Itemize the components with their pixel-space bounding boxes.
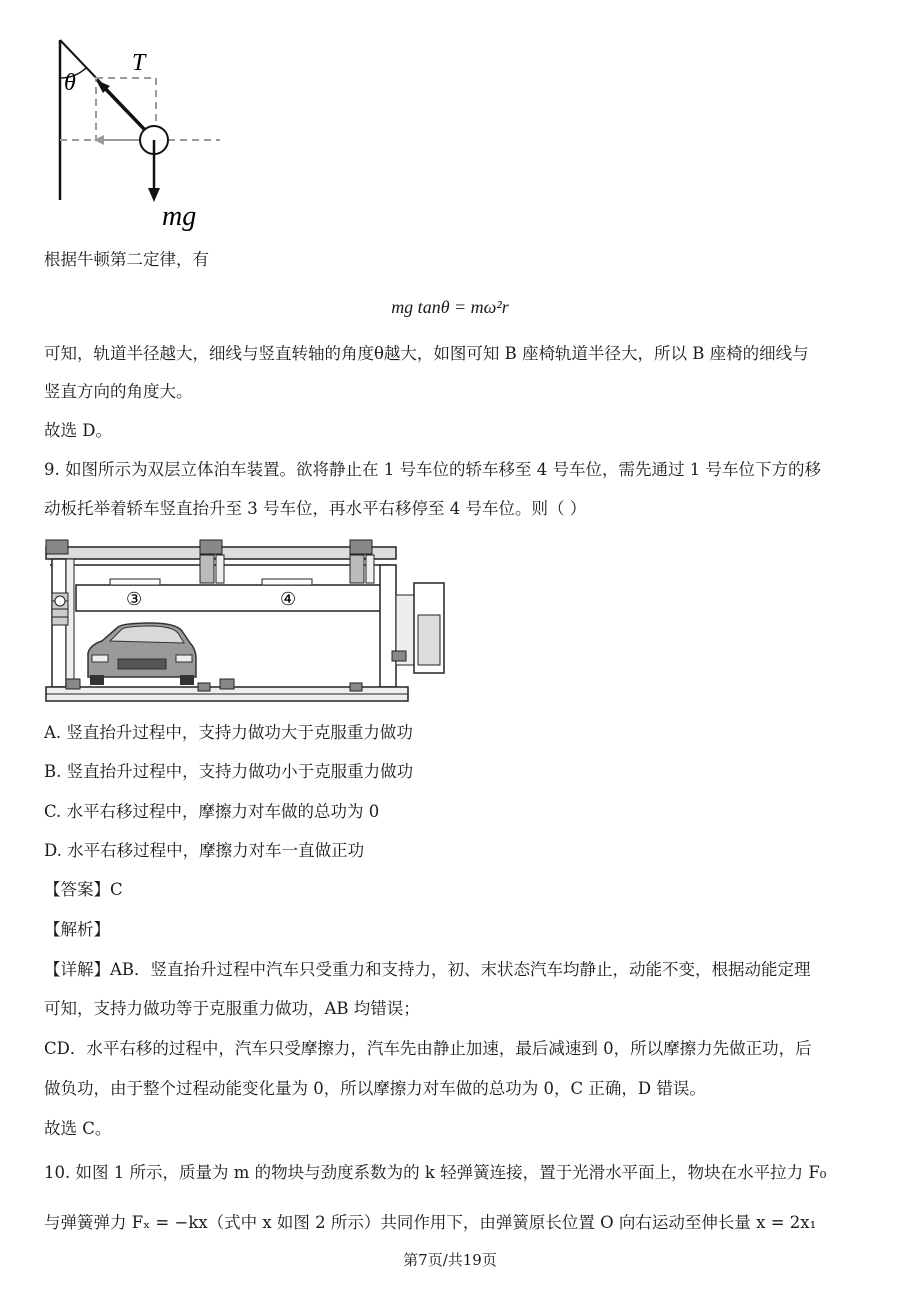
conclusion-line-2: 竖直方向的角度大。 bbox=[44, 382, 193, 401]
analysis-title: 【解析】 bbox=[44, 920, 110, 939]
question-9-stem-1: 9. 如图所示为双层立体泊车装置。欲将静止在 1 号车位的轿车移至 4 号车位，需先通过 1 号车位下方的移 bbox=[44, 460, 821, 479]
answer-line-8: 故选 D。 bbox=[44, 421, 112, 440]
tension-label: T bbox=[132, 50, 146, 76]
question-9-stem-2: 动板托举着轿车竖直抬升至 3 号车位，再水平右移停至 4 号车位。则（ ） bbox=[44, 499, 587, 518]
detail-line-4: 做负功，由于整个过程动能变化量为 0，所以摩擦力对车做的总功为 0，C 正确，D 错误。 bbox=[44, 1079, 706, 1098]
option-d: D. 水平右移过程中，摩擦力对车一直做正功 bbox=[44, 841, 365, 860]
option-a: A. 竖直抬升过程中，支持力做功大于克服重力做功 bbox=[44, 723, 413, 742]
slot-4-label: ④ bbox=[280, 589, 297, 609]
weight-label: mg bbox=[162, 201, 197, 232]
detail-line-1: 【详解】AB．竖直抬升过程中汽车只受重力和支持力，初、末状态汽车均静止，动能不变，根据动能定理 bbox=[44, 960, 811, 979]
option-b: B. 竖直抬升过程中，支持力做功小于克服重力做功 bbox=[44, 762, 414, 781]
conclusion-line-1: 可知，轨道半径越大，细线与竖直转轴的角度θ越大，如图可知 B 座椅轨道半径大，所以 B 座椅的细线与 bbox=[44, 344, 809, 363]
page-footer: 第7页/共19页 bbox=[403, 1251, 497, 1269]
answer-9: 【答案】C bbox=[44, 880, 123, 899]
detail-line-3: CD．水平右移的过程中，汽车只受摩擦力，汽车先由静止加速，最后减速到 0，所以摩擦力先做正功，后 bbox=[44, 1039, 812, 1058]
slot-3-label: ③ bbox=[126, 589, 143, 609]
question-10-line-1: 10. 如图 1 所示，质量为 m 的物块与劲度系数为的 k 轻弹簧连接，置于光滑水平面上，物块在水平拉力 F₀ bbox=[44, 1163, 827, 1182]
parking-device-figure bbox=[40, 535, 450, 705]
newton-intro: 根据牛顿第二定律，有 bbox=[44, 250, 209, 269]
angle-label: θ bbox=[64, 70, 76, 96]
option-c: C. 水平右移过程中，摩擦力对车做的总功为 0 bbox=[44, 802, 380, 821]
force-diagram bbox=[40, 30, 280, 265]
answer-line-9: 故选 C。 bbox=[44, 1119, 112, 1138]
question-10-line-2: 与弹簧弹力 Fₓ = −kx（式中 x 如图 2 所示）共同作用下，由弹簧原长位置 O 向右运动至伸长量 x = 2x₁ bbox=[44, 1213, 817, 1232]
equation: mg tanθ = mω²r bbox=[391, 297, 509, 317]
detail-line-2: 可知，支持力做功等于克服重力做功，AB 均错误； bbox=[44, 999, 420, 1018]
